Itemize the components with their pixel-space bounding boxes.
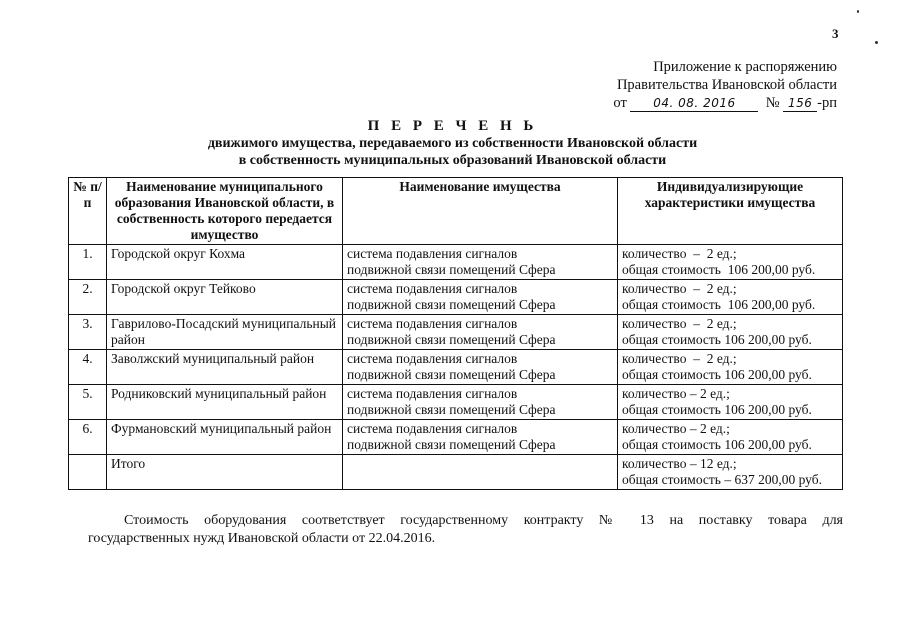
table-row <box>69 245 843 280</box>
row-property <box>343 420 618 455</box>
row-municipality: Гаврилово-Посадский муниципальный район <box>107 315 343 350</box>
row-property <box>343 385 618 420</box>
row-cost: общая стоимость 106 200,00 руб. <box>622 332 812 347</box>
appendix-line-2: Правительства Ивановской области <box>616 77 837 93</box>
row-municipality: Заволжский муниципальный район <box>107 350 343 385</box>
row-characteristics <box>618 315 843 350</box>
property-line-1: система подавления сигналов <box>347 246 518 261</box>
header-property: Наименование имущества <box>343 178 618 245</box>
table-header-row <box>69 178 843 245</box>
row-quantity: количество – 2 ед.; <box>622 316 737 331</box>
property-table <box>68 177 843 490</box>
row-municipality: Родниковский муниципальный район <box>107 385 343 420</box>
property-line-1: система подавления сигналов <box>347 421 518 436</box>
row-quantity: количество – 2 ед.; <box>622 351 737 366</box>
row-cost: общая стоимость 106 200,00 руб. <box>622 367 812 382</box>
header-municipality: Наименование муниципального образования Ивановской области, в собственность которого передается имущество <box>107 178 343 245</box>
row-quantity: количество – 2 ед.; <box>622 386 730 401</box>
property-line-2: подвижной связи помещений Сфера <box>347 437 556 452</box>
header-num: № п/п <box>69 178 107 245</box>
scan-speck <box>857 10 859 13</box>
property-line-2: подвижной связи помещений Сфера <box>347 367 556 382</box>
page-number: 3 <box>832 26 839 41</box>
row-characteristics <box>618 350 843 385</box>
row-num: 5. <box>69 385 107 420</box>
row-property <box>343 245 618 280</box>
total-cost: общая стоимость – 637 200,00 руб. <box>622 472 822 487</box>
number-suffix: -рп <box>817 95 837 111</box>
total-quantity: количество – 12 ед.; <box>622 456 737 471</box>
document-subtitle-1: движимого имущества, передаваемого из собственности Ивановской области <box>207 136 698 151</box>
row-num: 6. <box>69 420 107 455</box>
row-quantity: количество – 2 ед.; <box>622 246 737 261</box>
date-value: 04. 08. 2016 <box>653 96 736 110</box>
from-label: от <box>613 95 627 111</box>
table-row <box>69 420 843 455</box>
total-label: Итого <box>107 455 343 490</box>
number-value: 156 <box>787 96 813 110</box>
table-row <box>69 385 843 420</box>
table-row <box>69 315 843 350</box>
row-characteristics <box>618 245 843 280</box>
row-characteristics <box>618 420 843 455</box>
row-cost: общая стоимость 106 200,00 руб. <box>622 437 812 452</box>
row-property <box>343 280 618 315</box>
table-row <box>69 350 843 385</box>
row-property <box>343 315 618 350</box>
row-num: 1. <box>69 245 107 280</box>
row-num: 3. <box>69 315 107 350</box>
row-quantity: количество – 2 ед.; <box>622 421 730 436</box>
table-total-row <box>69 455 843 490</box>
property-line-2: подвижной связи помещений Сфера <box>347 262 556 277</box>
property-line-2: подвижной связи помещений Сфера <box>347 402 556 417</box>
appendix-line-1: Приложение к распоряжению <box>653 59 837 75</box>
scan-speck <box>875 41 878 44</box>
number-field <box>783 96 817 112</box>
property-line-2: подвижной связи помещений Сфера <box>347 297 556 312</box>
row-num: 4. <box>69 350 107 385</box>
row-property <box>343 350 618 385</box>
row-municipality: Фурмановский муниципальный район <box>107 420 343 455</box>
row-municipality: Городской округ Кохма <box>107 245 343 280</box>
date-field <box>630 96 758 112</box>
number-label: № <box>765 95 780 111</box>
total-characteristics <box>618 455 843 490</box>
header-characteristics: Индивидуализирующие характеристики имущества <box>618 178 843 245</box>
row-num: 2. <box>69 280 107 315</box>
property-line-1: система подавления сигналов <box>347 386 518 401</box>
note-line-2: государственных нужд Ивановской области от 22.04.2016. <box>88 531 436 546</box>
row-cost: общая стоимость 106 200,00 руб. <box>622 297 816 312</box>
row-quantity: количество – 2 ед.; <box>622 281 737 296</box>
property-line-1: система подавления сигналов <box>347 281 518 296</box>
table-row <box>69 280 843 315</box>
row-characteristics <box>618 385 843 420</box>
total-num <box>69 455 107 490</box>
cost-note <box>88 512 843 548</box>
total-property <box>343 455 618 490</box>
row-municipality: Городской округ Тейково <box>107 280 343 315</box>
appendix-block <box>613 58 837 112</box>
document-heading: П Е Р Е Ч Е Н Ь <box>367 118 538 134</box>
property-line-1: система подавления сигналов <box>347 316 518 331</box>
document-subtitle-2: в собственность муниципальных образований Ивановской области <box>238 153 667 168</box>
row-characteristics <box>618 280 843 315</box>
property-line-1: система подавления сигналов <box>347 351 518 366</box>
appendix-date-line <box>613 94 837 112</box>
row-cost: общая стоимость 106 200,00 руб. <box>622 402 812 417</box>
row-cost: общая стоимость 106 200,00 руб. <box>622 262 816 277</box>
property-line-2: подвижной связи помещений Сфера <box>347 332 556 347</box>
note-line-1: Стоимость оборудования соответствует государственному контракту № 13 на поставку товара для <box>124 513 843 528</box>
